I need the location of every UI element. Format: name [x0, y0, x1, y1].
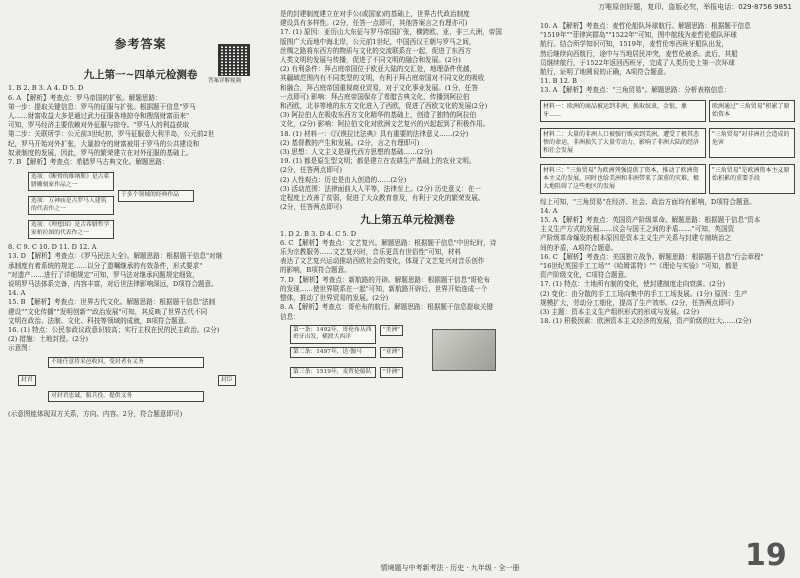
text-line: 然后继续向西航行，途中与当地居民冲突，麦哲伦被杀。此后，其船	[540, 49, 738, 58]
diagram-bottom: 对封君忠诚，服兵役，提供义务	[48, 391, 204, 403]
diagram-box-republic: 选项：《理想国》是古希腊哲学家柏拉图的代表作之一	[28, 220, 114, 239]
text-line: 8. C 9. C 10. D 11. D 12. A	[8, 243, 97, 252]
text-line: 资产阶级文化，C项符合题意。	[540, 271, 631, 280]
text-line: 文明在政治、法制、文化、科技等领域的成就，B项符合题意。	[8, 316, 191, 325]
text-line: 和融合，拜占庭帝国重视商业贸易，对于文化事业发展。(1分，任答	[280, 83, 478, 92]
text-line: 航行。结合所学知识可知，1519年，麦哲伦率西班牙船队出发，	[540, 40, 729, 49]
text-line: 和西欧，北非等地的东方文化进入了西欧，促进了西欧文化的发展(2分)	[280, 102, 488, 111]
col3-lines-2	[540, 198, 795, 327]
text-line: (2) 变化：由分散的手工工场向集中的手工工场发展。(1分) 原因：生产	[540, 289, 748, 298]
page-title: 参考答案	[114, 37, 167, 51]
column-middle	[280, 10, 535, 398]
text-line: 奴隶制度的发展，因此，罗马的繁荣建立在对外征服的基础上。	[8, 148, 193, 157]
text-line: 文化，(2分) 影响：阿拉伯文化对欧洲文艺复兴的兴起起到了积极作用。	[280, 120, 490, 129]
label-america: "美洲"	[380, 325, 403, 337]
text-line: 17. (1) 原因：亚历山大东征与罗马帝国扩张，横跨欧、亚、非三大洲，帝国	[280, 28, 502, 37]
page-number: 19	[745, 538, 787, 573]
diagram-top: 不能任意将采邑收回，受封者有义务	[48, 357, 204, 369]
text-line: 信息：	[280, 312, 300, 321]
text-line: "16世纪英国手工工场""《哈姆雷特》""《理论与实验》"可知，都是	[540, 262, 739, 271]
text-line: 19. (1) 都是原生型文明；都是建立在农耕生产基础上的农业文明。	[280, 157, 476, 166]
text-line: 丝绸之路将东西方的物质与文化的交流联系在一起，促进了东西方	[280, 46, 472, 55]
diagram-box-venus: 选项：《断臂的维纳斯》是古希腊雕刻家作品之一	[28, 172, 114, 191]
diagram-routes	[280, 325, 535, 395]
text-line: (3) 思想：人文主义是现代西方思想的基础……(2分)	[280, 148, 433, 157]
text-line: 15. B 【解析】考查点：世界古代文化。解题思路：根据题干信息"法制	[8, 298, 216, 307]
text-line: (2) 措施：土地封授。(2分)	[8, 335, 89, 344]
text-line: 16. C 【解析】考查点：美国独立战争。解题思路：根据题干信息"行会章程"	[540, 252, 764, 261]
text-line: 间的矛盾，A项符合题意。	[540, 243, 618, 252]
text-line: 6. C 【解析】考查点：文艺复兴。解题思路：根据题干信息"中世纪时，诗	[280, 238, 497, 247]
text-line: 整体，推动了世界贸易的发展。(2分)	[280, 294, 389, 303]
text-line: 定程度上改善了贫弱，促进了大众教育普及，有利于文化的繁荣发展。	[280, 194, 485, 203]
diagram-box-center: 于多个领域的经典作品	[118, 190, 194, 202]
text-line: 综上可知，"三角贸易"在经济、社会、政治方面均有影响，D项符合题意。	[540, 197, 756, 206]
col1-lines	[8, 84, 273, 167]
label-asia: "亚洲"	[380, 347, 403, 359]
text-line: (2) 有利条件：拜占庭帝国位于欧亚大陆的交汇处，地理条件优越，	[280, 65, 477, 74]
text-line: 表达了文艺复兴运动推动西欧社会的变化，体现了文艺复兴对音乐创作	[280, 257, 485, 266]
text-line: 8. A 【解析】考查点：哥伦布的航行。解题思路：根据题干信息提取关键	[280, 303, 494, 312]
column-right	[540, 22, 795, 326]
route-map-image	[432, 329, 496, 371]
text-line: 16. (1) 特点：公民参政议政意识较高；实行主权在民的民主政治。(2分)	[8, 326, 220, 335]
diagram-vassal: 封臣	[218, 375, 236, 387]
text-line: 人类文明的发展与传播，促进了不同文明的融合和发展。(2分)	[280, 56, 461, 65]
text-line: 15. A 【解析】考查点：英国资产阶级革命。解题思路：根据题干信息"资本	[540, 216, 761, 225]
route-2: 第二条：1497年，达·伽马	[290, 347, 376, 359]
text-line: 6. A 【解析】考查点：罗马帝国的扩张。解题思路：	[8, 93, 162, 102]
section-title-2: 九上第五单元检测卷	[360, 214, 455, 227]
text-line: 18. (1) 材料一：《汉谟拉比法典》具有重要的法律意义……(2分)	[280, 129, 469, 138]
text-line: 11. B 12. B	[540, 77, 577, 86]
col2-lines-2	[280, 230, 535, 322]
route-3: 第三条：1519年，麦哲伦船队	[290, 367, 376, 379]
table-cell-4: "三角贸易"对非洲社会造成的危害	[709, 128, 795, 158]
text-line: 规模扩大，劳动分工细化，提高了生产效率。(2分，任答两点即可)	[540, 298, 734, 307]
text-line: 承制度有着系统的规定……以分了遗嘱继承的有效条件，形式要求"	[8, 261, 203, 270]
diagram-lord: 封君	[18, 375, 36, 387]
col3-lines	[540, 22, 795, 96]
text-line: 航行，证明了地圆说的正确，A项符合题意。	[540, 68, 671, 77]
header-notice: 万唯原创好题，复印、盗版必究，举报电话：029-8756 9851	[598, 3, 792, 11]
text-line: 建设具有多样性。(2分，任答一点即可，其他答案言之有理亦可)	[280, 19, 468, 28]
text-line: 1. D 2. B 3. D 4. C 5. D	[280, 229, 357, 238]
qr-code[interactable]	[218, 44, 250, 76]
text-line: 7. D 【解析】考查点：新航路的开辟。解题思路：根据题干信息"哥伦布	[280, 275, 491, 284]
text-line: "1519年""菲律宾群岛""1522年"可知，图中航线为麦哲伦船队环球	[540, 31, 737, 40]
text-line: 是的封建制度建立在对手公(或国家)的基础上，世界古代政治制度	[280, 10, 470, 18]
text-line: 可知，罗马经济主要依赖对外征服与掠夺。"罗马人的利益获取	[8, 121, 190, 130]
diagram-feudal	[8, 357, 273, 407]
text-line: 的发现……使世界联系在一起"可知，新航路开辟后，世界开始连成一个	[280, 284, 488, 293]
text-line: (2分，任答两点即可)	[280, 203, 343, 212]
text-line: 14. A	[540, 206, 558, 215]
text-line: 10. A 【解析】考查点：麦哲伦船队环球航行。解题思路：根据题干信息	[540, 22, 751, 30]
diagram-greek-roman-culture	[8, 170, 273, 240]
diagram-box-pantheon: 选项：万神庙是古罗马人建筑的代表作之一	[28, 196, 114, 215]
text-line: 示意图：	[8, 344, 35, 353]
section-title-1: 九上第一~四单元检测卷	[83, 69, 198, 82]
text-line: (2) 人性观点：历史是由人创造的……(2分)	[280, 175, 407, 184]
text-line: (示意图能体现双方关系，方向、内容。2分，符合题意即可)	[8, 409, 183, 418]
text-line: 纪，罗马开始对外扩张，大量掠夺的财富被用于罗马的公共建设和	[8, 139, 200, 148]
footer-text: 情境题与中考新考法 · 历史 · 九年级 · 全一册	[380, 564, 520, 572]
text-line: (3) 主题：资本主义生产组织形式的形成与发展。(2分)	[540, 308, 700, 317]
table-cell-5: 材料三："三角贸易"为欧洲列强提供了资本，推动了欧洲资本主义的发展，同时也给美洲和非洲带来了深重的灾难，极大地阻碍了这些地区的发展	[540, 164, 706, 194]
text-line: 一点即可) 影响：拜占庭帝国保存了希腊古典文化，传播到阿拉伯	[280, 92, 470, 101]
text-line: 7. B 【解析】考查点：希腊罗马古典文化。解题思路：	[8, 158, 169, 167]
text-line: 员继续航行，于1522年返回西班牙，完成了人类历史上第一次环球	[540, 58, 735, 67]
text-line: 产阶级革命爆发的根本原因是资本主义生产关系与封建专制统治之	[540, 234, 732, 243]
text-line: 主义生产方式的发展……议会与国王之间的矛盾……"可知，英国资	[540, 225, 735, 234]
text-line: 其疆域范围内有不同类型的文明，有利于拜占庭帝国对不同文化的吸收	[280, 74, 485, 83]
qr-label: 答案详解视频	[208, 78, 242, 84]
table-cell-1: 材料一：欧洲的商品被运到非洲，换取奴隶，金银，象牙……	[540, 100, 706, 122]
text-line: 乐为宗教服务……文艺复兴时，音乐更具有世俗性"可知，材料	[280, 248, 462, 257]
label-africa: "非洲"	[380, 367, 403, 379]
col1-lines-2	[8, 243, 273, 353]
text-line: 14. A	[8, 289, 26, 298]
table-cell-2: 欧洲通过"三角贸易"积累了原始资本	[709, 100, 795, 122]
text-line: 的影响，B项符合题意。	[280, 266, 351, 275]
text-line: 建设""文化传播""发明创新""政治发展"可知，其反映了世界古代不同	[8, 307, 208, 316]
text-line: 版图广大而地中海北岸，公元前1世纪，中国西汉王朝与罗马之间，	[280, 37, 476, 46]
text-line: 人……财富收益大多是通过武力征服各地掠夺和搜刮财富而来"	[8, 112, 190, 121]
text-line: 第二步：关联所学：公元前3世纪初，罗马征服意大利半岛，公元前2世	[8, 130, 215, 139]
text-line: (3) 阿拉伯人在吸收东西方文化精华的基础上，创造了独特的阿拉伯	[280, 111, 477, 120]
text-line: (2分，任答两点即可)	[280, 166, 343, 175]
text-line: (2) 基督教的产生和发展。(2分，言之有理即可)	[280, 138, 420, 147]
col2-lines	[280, 10, 535, 212]
text-line: 第一步：提取关键信息：罗马的征服与扩张。根据题干信息"罗马	[8, 102, 196, 111]
text-line: 13. A 【解析】考查点："三角贸易"。解题思路：分析表格信息：	[540, 86, 731, 95]
triangle-trade-table	[540, 98, 795, 196]
col1-lines-3	[8, 410, 273, 419]
text-line: 18. (1) 积极因素：欧洲资本主义经济的发展，资产阶级的壮大……(2分)	[540, 317, 752, 326]
text-line: 17. (1) 特点：土地所有制的变化，使封建制度走向衰落。(2分)	[540, 280, 726, 289]
text-line: 说明罗马法体系完备，内容丰富，对后世法律影响深远，D项符合题意。	[8, 280, 218, 289]
text-line: 1. B 2. B 3. A 4. D 5. D	[8, 84, 84, 93]
table-cell-6: "三角贸易"是欧洲资本主义原始积累的重要手段	[709, 164, 795, 194]
text-line: "对遗产……进行了详细规定"可知，罗马法对继承问题规定细致，	[8, 270, 199, 279]
text-line: (3) 活动范围：法律面前人人平等，法律至上。(2分) 历史意义：在一	[280, 184, 481, 193]
route-1: 第一条：1492年，哥伦布从西班牙出发，横渡大西洋	[290, 325, 376, 344]
text-line: 13. D 【解析】考查点：《罗马民法大全》。解题思路：根据题干信息"对继	[8, 252, 223, 261]
table-cell-3: 材料二：大量的非洲人口被强行贩卖到美洲，遭受了极其悲惨的命运，非洲损失了大量劳动力，影响了非洲大陆的经济和社会发展	[540, 128, 706, 158]
